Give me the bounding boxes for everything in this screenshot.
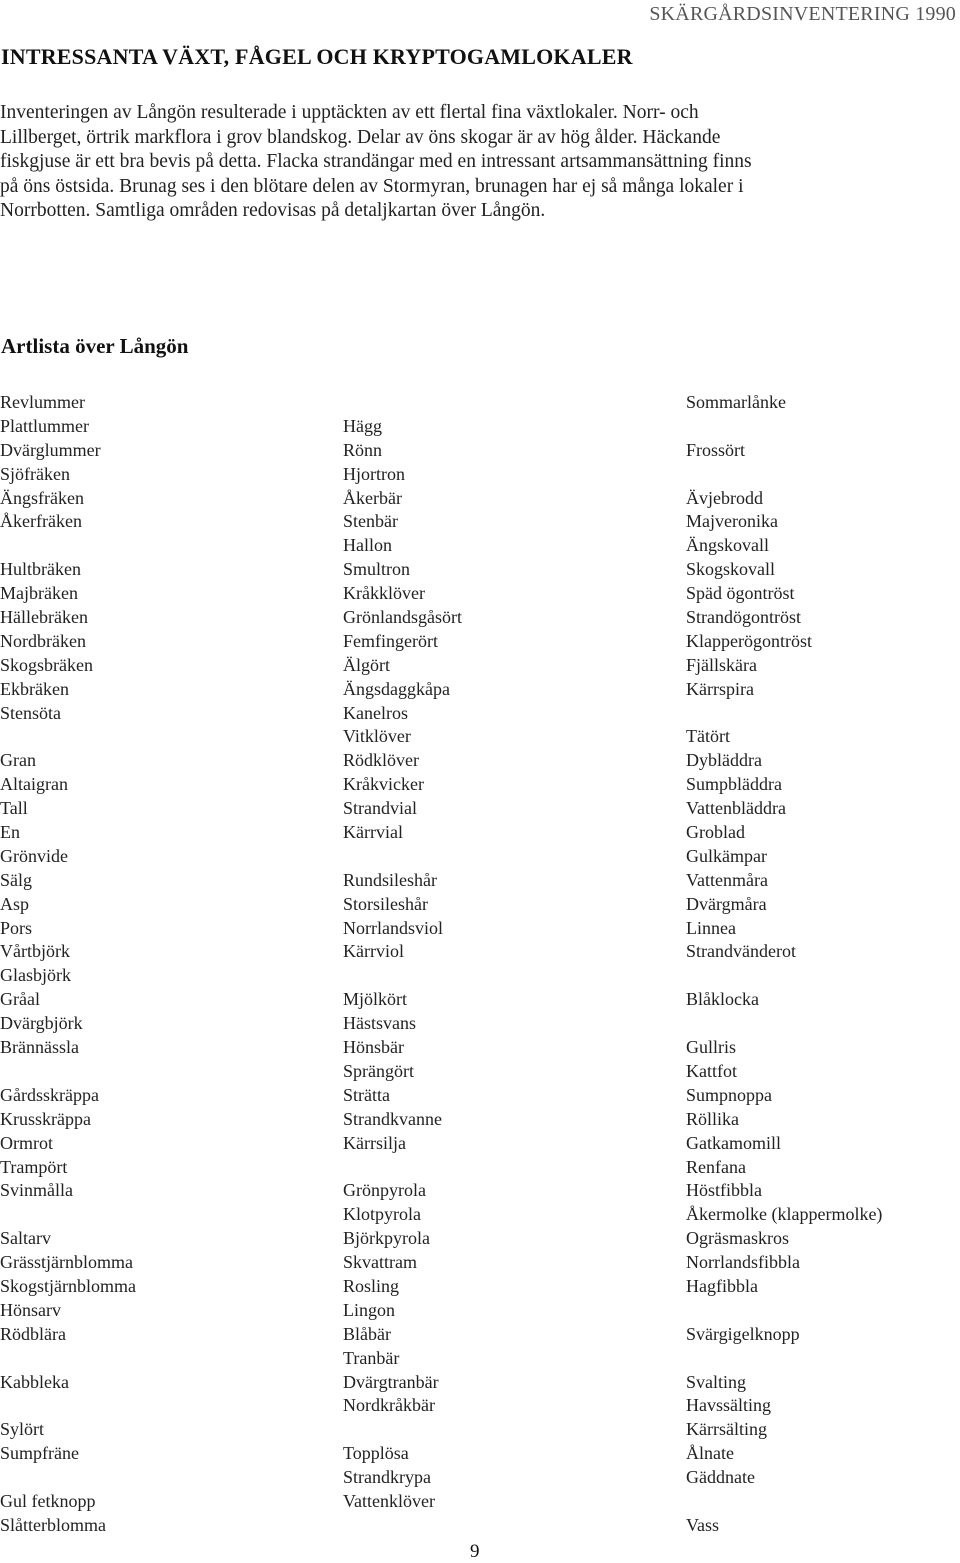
species-item: Vårtbjörk xyxy=(0,941,70,962)
species-item xyxy=(0,725,136,749)
species-item: Kärrsälting xyxy=(686,1419,767,1440)
species-item xyxy=(343,964,462,988)
species-item: Skvattram xyxy=(343,1252,417,1273)
species-item: Kråkklöver xyxy=(343,583,425,604)
species-item: Asp xyxy=(0,893,30,914)
species-item: Mjölkört xyxy=(343,989,408,1010)
species-item: Dybläddra xyxy=(686,750,762,771)
species-item: Stensöta xyxy=(0,702,61,723)
species-item xyxy=(686,702,882,726)
species-item: Svärgigelknopp xyxy=(686,1323,800,1344)
intro-line: Inventeringen av Långön resulterade i upptäckten av ett flertal fina växtlokaler. Norr- och xyxy=(0,102,699,123)
species-item: Kråkvicker xyxy=(343,774,424,795)
species-item: Norrlandsfibbla xyxy=(686,1252,800,1273)
species-item: Skogsbräken xyxy=(0,654,93,675)
species-item: Vitklöver xyxy=(343,726,411,747)
species-item: Strandkvanne xyxy=(343,1108,442,1129)
species-item: Sylört xyxy=(0,1419,45,1440)
species-item: Ängsdaggkåpa xyxy=(343,678,450,699)
species-item: Höstfibbla xyxy=(686,1180,762,1201)
species-item: Hönsbär xyxy=(343,1037,404,1058)
species-item: Rosling xyxy=(343,1275,400,1296)
species-item: Gatkamomill xyxy=(686,1132,781,1153)
species-item xyxy=(0,1394,136,1418)
species-item: Klotpyrola xyxy=(343,1204,421,1225)
species-item: Saltarv xyxy=(0,1228,51,1249)
species-item: Topplösa xyxy=(343,1443,409,1464)
species-item: Groblad xyxy=(686,822,745,843)
species-item: Ålnate xyxy=(686,1443,734,1464)
species-item: Ävjebrodd xyxy=(686,487,763,508)
intro-line: Norrbotten. Samtliga områden redovisas på detaljkartan över Långön. xyxy=(0,200,546,222)
species-item xyxy=(0,1203,136,1227)
species-item: Tranbär xyxy=(343,1347,400,1368)
species-item: Röllika xyxy=(686,1108,739,1129)
intro-paragraph xyxy=(0,101,950,224)
intro-line: fiskgjuse är ett bra bevis på detta. Flacka strandängar med en intressant artsammansättning finns xyxy=(0,151,752,173)
species-item: Kärrviol xyxy=(343,941,404,962)
species-item: Ogräsmaskros xyxy=(686,1228,789,1249)
species-item: Åkerbär xyxy=(343,487,402,508)
species-item: Gårdsskräppa xyxy=(0,1084,99,1105)
species-item: Svalting xyxy=(686,1371,747,1392)
species-item: Norrlandsviol xyxy=(343,917,443,938)
species-item: Hägg xyxy=(343,415,382,436)
species-item: Rundsileshår xyxy=(343,869,437,890)
document-header: SKÄRGÅRDSINVENTERING 1990 xyxy=(649,3,956,25)
species-item: Strandvial xyxy=(343,798,417,819)
species-item: Dvärgbjörk xyxy=(0,1013,83,1034)
species-item xyxy=(686,1012,882,1036)
species-item: Storsileshår xyxy=(343,893,428,914)
intro-line: på öns östsida. Brunag ses i den blötare delen av Stormyran, brunagen har ej så många lokaler i xyxy=(0,175,744,197)
species-item: Sprängört xyxy=(343,1060,414,1081)
species-item: Nordkråkbär xyxy=(343,1395,435,1416)
species-item: Majbräken xyxy=(0,583,78,604)
species-item xyxy=(686,1347,882,1371)
species-item: Svinmålla xyxy=(0,1180,73,1201)
species-item: Grönpyrola xyxy=(343,1180,426,1201)
species-item xyxy=(0,534,136,558)
species-item: Gulkämpar xyxy=(686,845,767,866)
species-item xyxy=(343,391,462,415)
species-item: Strätta xyxy=(343,1084,390,1105)
species-item: Åkerfräken xyxy=(0,511,82,532)
species-item: Havssälting xyxy=(686,1395,771,1416)
species-item: Hällebräken xyxy=(0,607,88,628)
species-item: Linnea xyxy=(686,917,736,938)
species-item: Rödklöver xyxy=(343,750,419,771)
species-item: Hästsvans xyxy=(343,1013,416,1034)
species-item: Dvärgmåra xyxy=(686,893,767,914)
species-item: Dvärglummer xyxy=(0,439,101,460)
species-item: Krusskräppa xyxy=(0,1108,91,1129)
species-item: Hjortron xyxy=(343,463,405,484)
species-item: Dvärgtranbär xyxy=(343,1371,439,1392)
species-item: Ängskovall xyxy=(686,535,769,556)
species-item: Frossört xyxy=(686,439,746,460)
species-item xyxy=(686,1490,882,1514)
species-item: Sumpbläddra xyxy=(686,774,782,795)
species-item: Smultron xyxy=(343,559,411,580)
species-item: Tätört xyxy=(686,726,730,747)
species-item: Gul fetknopp xyxy=(0,1490,96,1511)
species-item: Gråal xyxy=(0,989,40,1010)
species-item: Gran xyxy=(0,750,36,771)
species-item xyxy=(0,1466,136,1490)
species-item: Kabbleka xyxy=(0,1371,69,1392)
species-item: Kärrsilja xyxy=(343,1132,406,1153)
species-item: Majveronika xyxy=(686,511,778,532)
species-item: Altaigran xyxy=(0,774,68,795)
species-item: Pors xyxy=(0,917,33,938)
page-title: INTRESSANTA VÄXT, FÅGEL OCH KRYPTOGAMLOKALER xyxy=(1,44,633,69)
species-item: Späd ögontröst xyxy=(686,583,795,604)
species-item xyxy=(0,1347,136,1371)
species-item: Sjöfräken xyxy=(0,463,70,484)
species-item xyxy=(343,1156,462,1180)
species-item xyxy=(686,463,882,487)
species-item: Sumpnoppa xyxy=(686,1084,773,1105)
species-item: Stenbär xyxy=(343,511,398,532)
species-item: Kärrvial xyxy=(343,822,403,843)
species-item: Grässtjärnblomma xyxy=(0,1252,133,1273)
species-item: Skogskovall xyxy=(686,559,776,580)
species-item: Nordbräken xyxy=(0,630,86,651)
species-item: Brännässla xyxy=(0,1037,79,1058)
species-item: Rödblära xyxy=(0,1323,66,1344)
species-item: Klapperögontröst xyxy=(686,630,812,651)
species-item: Ekbräken xyxy=(0,678,69,699)
species-item: Trampört xyxy=(0,1156,68,1177)
species-item: Vattenbläddra xyxy=(686,798,786,819)
species-item: Sälg xyxy=(0,869,33,890)
species-item: Ängsfräken xyxy=(0,487,84,508)
species-item: Renfana xyxy=(686,1156,746,1177)
species-item: Blåbär xyxy=(343,1323,391,1344)
species-item: Glasbjörk xyxy=(0,965,71,986)
species-item: Kanelros xyxy=(343,702,408,723)
species-item: Vattenmåra xyxy=(686,869,768,890)
species-item xyxy=(343,1418,462,1442)
species-item: Vattenklöver xyxy=(343,1490,435,1511)
species-item: Slåtterblomma xyxy=(0,1514,106,1535)
species-item xyxy=(686,1299,882,1323)
species-column-1 xyxy=(0,391,136,1538)
species-item: Strandkrypa xyxy=(343,1467,431,1488)
species-item: Lingon xyxy=(343,1299,395,1320)
species-item: Kärrspira xyxy=(686,678,754,699)
species-item: Fjällskära xyxy=(686,654,757,675)
species-item: Blåklocka xyxy=(686,989,759,1010)
species-item: Sommarlånke xyxy=(686,392,786,412)
species-column-2 xyxy=(343,391,462,1514)
species-item: Ormrot xyxy=(0,1132,53,1153)
species-item: Hallon xyxy=(343,535,392,556)
species-item: Strandögontröst xyxy=(686,607,801,628)
species-item xyxy=(686,415,882,439)
species-item: Hönsarv xyxy=(0,1299,61,1320)
species-item: Plattlummer xyxy=(0,415,89,436)
species-item: Björkpyrola xyxy=(343,1228,430,1249)
species-item: Sumpfräne xyxy=(0,1443,79,1464)
species-item: Skogstjärnblomma xyxy=(0,1275,136,1296)
species-item xyxy=(343,845,462,869)
species-column-3 xyxy=(686,391,882,1538)
species-item: Kattfot xyxy=(686,1060,737,1081)
species-item: Strandvänderot xyxy=(686,941,796,962)
species-item: Vass xyxy=(686,1514,720,1535)
species-item: Revlummer xyxy=(0,392,85,412)
species-list-title: Artlista över Långön xyxy=(1,334,189,358)
species-item xyxy=(686,964,882,988)
species-item: Rönn xyxy=(343,439,383,460)
species-item: Åkermolke (klappermolke) xyxy=(686,1204,883,1225)
species-item: Hagfibbla xyxy=(686,1275,758,1296)
species-item: Grönlandsgåsört xyxy=(343,607,462,628)
species-item: Gäddnate xyxy=(686,1467,755,1488)
species-item: Gullris xyxy=(686,1037,737,1058)
intro-line: Lillberget, örtrik markflora i grov blandskog. Delar av öns skogar är av hög ålder. Häckande xyxy=(0,126,721,148)
species-item: Femfingerört xyxy=(343,630,438,651)
species-item: Tall xyxy=(0,798,28,819)
page-number: 9 xyxy=(470,1541,480,1562)
species-item: Hultbräken xyxy=(0,559,81,580)
species-item: Älgört xyxy=(343,654,390,675)
species-item: En xyxy=(0,822,20,843)
species-item xyxy=(0,1060,136,1084)
species-item: Grönvide xyxy=(0,845,68,866)
